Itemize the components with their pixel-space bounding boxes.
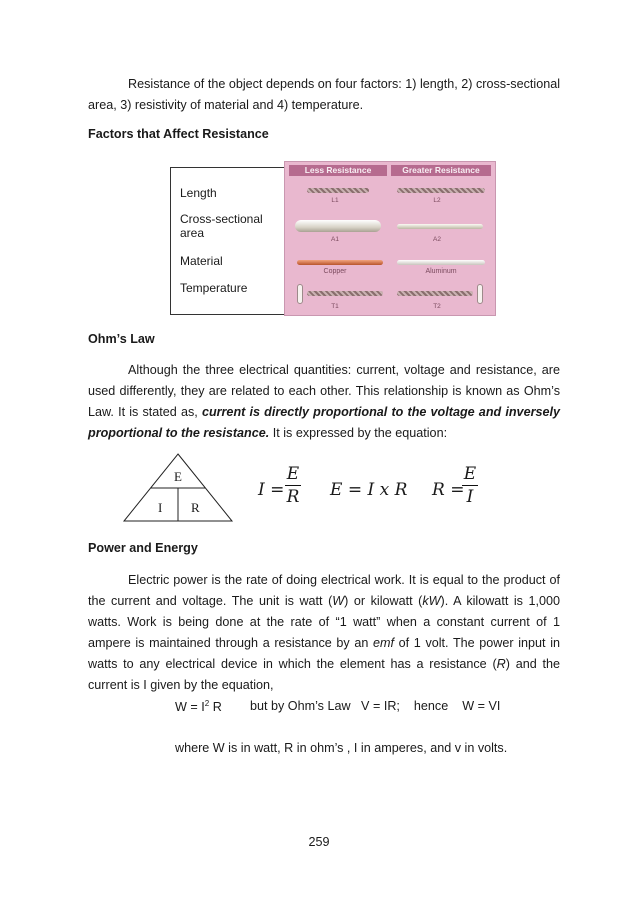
factor-temperature: Temperature	[180, 281, 248, 295]
power-paragraph	[88, 570, 560, 696]
aluminum-wire-rod	[397, 260, 485, 265]
eq3-numerator: E	[463, 464, 477, 484]
formula-r: R	[209, 700, 222, 715]
row1-right-label: L2	[433, 197, 441, 204]
ohms-law-paragraph	[88, 360, 560, 444]
eq3-lhs: R =	[432, 480, 465, 500]
less-resistance-label: Less Resistance	[289, 165, 387, 176]
power-text-1: Electric power is the rate of doing electrical work. It is equal to the product of the current and voltage. The unit is watt (	[88, 573, 560, 608]
row2-right-label: A2	[433, 236, 441, 243]
short-wire-rod	[307, 188, 369, 193]
resistance-symbol: R	[496, 657, 506, 671]
power-energy-heading: Power and Energy	[88, 541, 198, 555]
thin-wire-rod	[397, 224, 483, 229]
factor-material: Material	[180, 254, 223, 268]
power-text-5: ) and the current is I given by the equation,	[88, 657, 561, 692]
ohms-law-triangle	[118, 451, 238, 526]
cool-wire-rod	[307, 291, 383, 296]
intro-text: Resistance of the object depends on four factors: 1) length, 2) cross-sectional area, 3) resistivity of material and 4) temperature.	[88, 77, 560, 112]
ohms-law-statement: current is directly proportional to the voltage and inversely proportional to the resistance.	[88, 405, 560, 440]
watt-symbol: W	[332, 594, 345, 608]
factor-area: Cross-sectional area	[180, 212, 263, 240]
long-wire-rod	[397, 188, 485, 193]
eq3-bar	[462, 485, 478, 486]
power-text-2: ) or kilowatt (	[344, 594, 423, 608]
triangle-i: I	[158, 500, 163, 515]
power-derivation: but by Ohm’s Law V = IR; hence W = VI	[250, 699, 501, 713]
factor-length: Length	[180, 186, 217, 200]
triangle-e: E	[174, 469, 182, 484]
eq2: E = I x R	[330, 480, 408, 500]
eq1-bar	[285, 485, 301, 486]
power-formula	[175, 699, 222, 714]
power-text-4: of 1 volt. The power input in watts to any electrical device in which the element has a resistance (	[88, 636, 561, 671]
eq1-fraction	[285, 464, 301, 507]
intro-paragraph	[88, 74, 560, 116]
thick-wire-rod	[295, 220, 381, 232]
ohms-law-text-end: It is expressed by the equation:	[269, 426, 448, 440]
thermometer-right-icon	[477, 284, 483, 304]
formula-exponent: 2	[204, 699, 210, 708]
row4-right-label: T2	[433, 303, 441, 310]
power-text-3: ). A kilowatt is 1,000 watts. Work is being done at the rate of “1 watt” when a constant current of 1 ampere is maintained through a resistance by an	[88, 594, 560, 650]
eq1-lhs: I =	[258, 480, 285, 500]
eq1-numerator: E	[286, 464, 300, 484]
factors-heading: Factors that Affect Resistance	[88, 127, 269, 141]
hot-wire-rod	[397, 291, 473, 296]
resistance-figure	[284, 161, 496, 316]
units-explanation: where W is in watt, R in ohm’s , I in amperes, and v in volts.	[175, 741, 508, 755]
greater-resistance-label: Greater Resistance	[391, 165, 491, 176]
kilowatt-symbol: kW	[422, 594, 441, 608]
copper-wire-rod	[297, 260, 383, 265]
formula-w-eq: W = I	[175, 700, 205, 715]
aluminum-label: Aluminum	[425, 268, 457, 275]
row2-left-label: A1	[331, 236, 339, 243]
page-number: 259	[308, 835, 330, 849]
eq3-fraction	[462, 464, 478, 507]
emf-term: emf	[373, 636, 394, 650]
ohms-law-heading: Ohm’s Law	[88, 332, 155, 346]
eq3-denominator: I	[466, 487, 474, 507]
copper-label: Copper	[323, 268, 347, 275]
factors-list-box	[170, 167, 286, 315]
row1-left-label: L1	[331, 197, 339, 204]
triangle-r: R	[191, 500, 200, 515]
eq1-denominator: R	[286, 487, 300, 507]
thermometer-left-icon	[297, 284, 303, 304]
row4-left-label: T1	[331, 303, 339, 310]
ohms-law-text-start: Although the three electrical quantities: current, voltage and resistance, are used differently, they are related to each other. This relationship is known as Ohm’s Law. It is stated as,	[88, 363, 560, 419]
